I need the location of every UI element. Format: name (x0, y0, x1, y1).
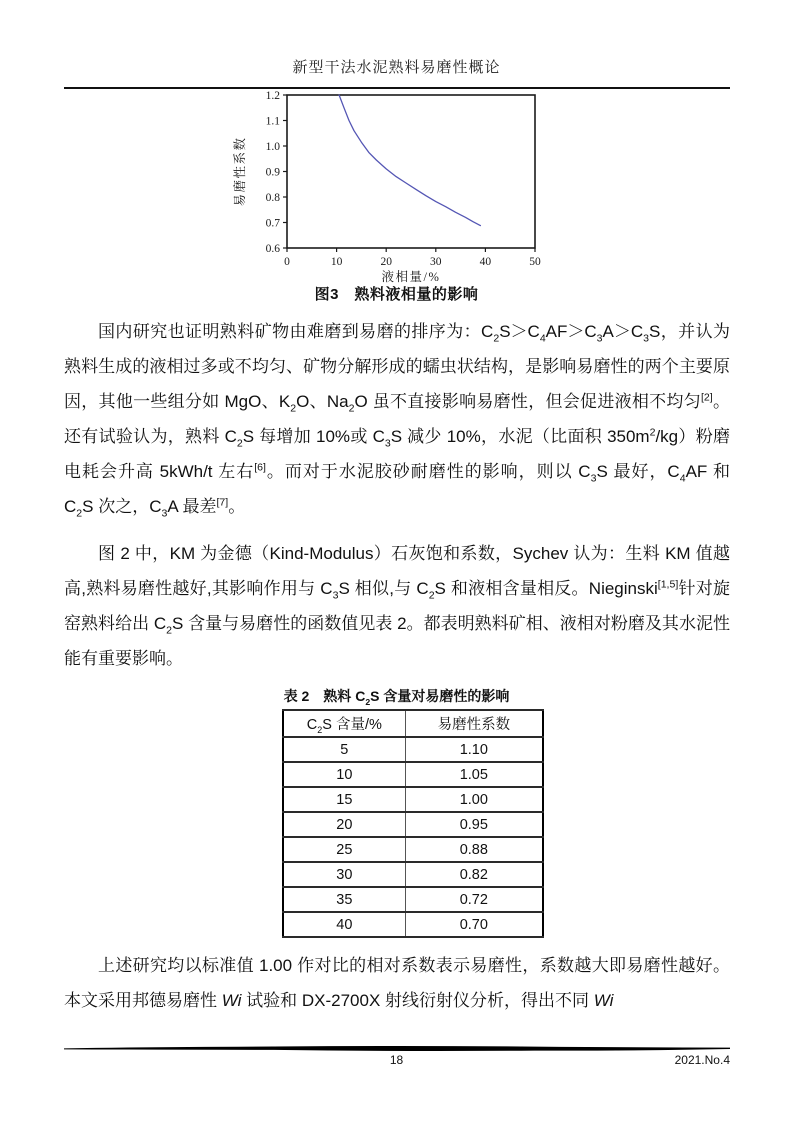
table-cell: 20 (283, 812, 405, 837)
paragraph-1: 国内研究也证明熟料矿物由难磨到易磨的排序为：$C_2S>C_4AF>C_3A>C_3S$，并认为熟料生成的液相过多或不均匀、矿物分解形成的蠕虫状结构，是影响易磨性的两个主要原因，其他一些组分如 MgO、$K_2O$、$Na_2O$ 虽不直接影响易磨性，但会促进液相不均匀[2]。还有试验认为，熟料 $C_2S$ 每增加 10%或 $C_3S$ 减少 10%，水泥（比面积 $350m^2/kg$）粉磨电耗会升高 5kWh/t 左右[6]。而对于水泥胶砂耐磨性的影响，则以 $C_3S$ 最好，$C_4AF$ 和 $C_2S$ 次之，$C_3A$ 最差[7]。 (64, 322, 731, 520)
c2s-grindability-table (282, 709, 544, 938)
table-cell: 0.72 (405, 887, 543, 912)
table-header-row (283, 710, 543, 737)
table-row (283, 812, 543, 837)
y-axis-title: 易磨性系数 (233, 136, 247, 207)
table-cell: 25 (283, 837, 405, 862)
curve-grindability-vs-liquid-phase (339, 95, 480, 226)
page-number: 18 (389, 1053, 404, 1067)
x-tick-label: 10 (330, 256, 343, 268)
table-cell: 0.82 (405, 862, 543, 887)
table-row (283, 887, 543, 912)
grindability-line-chart (228, 89, 558, 284)
y-tick-label: 1.0 (265, 140, 280, 153)
paragraph-2: 图 2 中，KM 为金德（Kind-Modulus）石灰饱和系数，Sychev 认为：生料 KM 值越高,熟料易磨性越好,其影响作用与 $C_3S$ 相似,与 $C_2S$ 和液相含量相反。Nieginski[1,5]针对旋窑熟料给出 $C_2S$ 含量与易磨性的函数值见表 2。都表明熟料矿相、液相对粉磨及其水泥性能有重要影响。 (64, 544, 730, 668)
table-cell: 10 (283, 762, 405, 787)
table-cell: 0.70 (405, 912, 543, 937)
issue-label: 2021.No.4 (674, 1053, 730, 1067)
table-header (283, 710, 543, 737)
x-tick-label: 20 (380, 256, 392, 268)
running-header-title: 新型干法水泥熟料易磨性概论 (292, 60, 501, 76)
y-tick-label: 0.7 (265, 217, 280, 230)
table-cell: 0.88 (405, 837, 543, 862)
plot-frame (287, 95, 535, 248)
table-row (283, 787, 543, 812)
y-tick-label: 1.1 (265, 115, 280, 128)
table-cell: 40 (283, 912, 405, 937)
table-cell: 15 (283, 787, 405, 812)
table-body (283, 737, 543, 937)
table-cell: 1.05 (405, 762, 543, 787)
paragraph-3: 上述研究均以标准值 1.00 作对比的相对系数表示易磨性，系数越大即易磨性越好。本文采用邦德易磨性 Wi 试验和 DX-2700X 射线衍射仪分析，得出不同 Wi (64, 956, 730, 1010)
table-cell: 35 (283, 887, 405, 912)
x-tick-label: 30 (430, 256, 442, 268)
table-row (283, 837, 543, 862)
column-header-c2s-content: $C_2S$ 含量/% (283, 710, 405, 737)
y-tick-label: 0.8 (265, 191, 280, 204)
header-divider (64, 87, 730, 89)
figure-caption: 图3 熟料液相量的影响 (314, 286, 479, 303)
table-cell: 0.95 (405, 812, 543, 837)
table-title: 表 2 熟料 $C_2S$ 含量对易磨性的影响 (283, 688, 510, 707)
table-cell: 1.00 (405, 787, 543, 812)
y-tick-label: 1.2 (265, 89, 280, 102)
y-tick-label: 0.9 (265, 166, 280, 179)
footer-divider (64, 1045, 730, 1053)
x-axis-title: 液相量/% (381, 270, 441, 284)
x-tick-label: 0 (284, 256, 290, 268)
table-row (283, 912, 543, 937)
table-row (283, 737, 543, 762)
table-cell: 30 (283, 862, 405, 887)
table-cell: 1.10 (405, 737, 543, 762)
x-tick-label: 50 (529, 256, 541, 268)
table-cell: 5 (283, 737, 405, 762)
x-tick-label: 40 (479, 256, 492, 268)
table-row (283, 762, 543, 787)
column-header-grindability-coefficient: 易磨性系数 (405, 710, 543, 737)
y-tick-label: 0.6 (265, 242, 280, 255)
table-row (283, 862, 543, 887)
